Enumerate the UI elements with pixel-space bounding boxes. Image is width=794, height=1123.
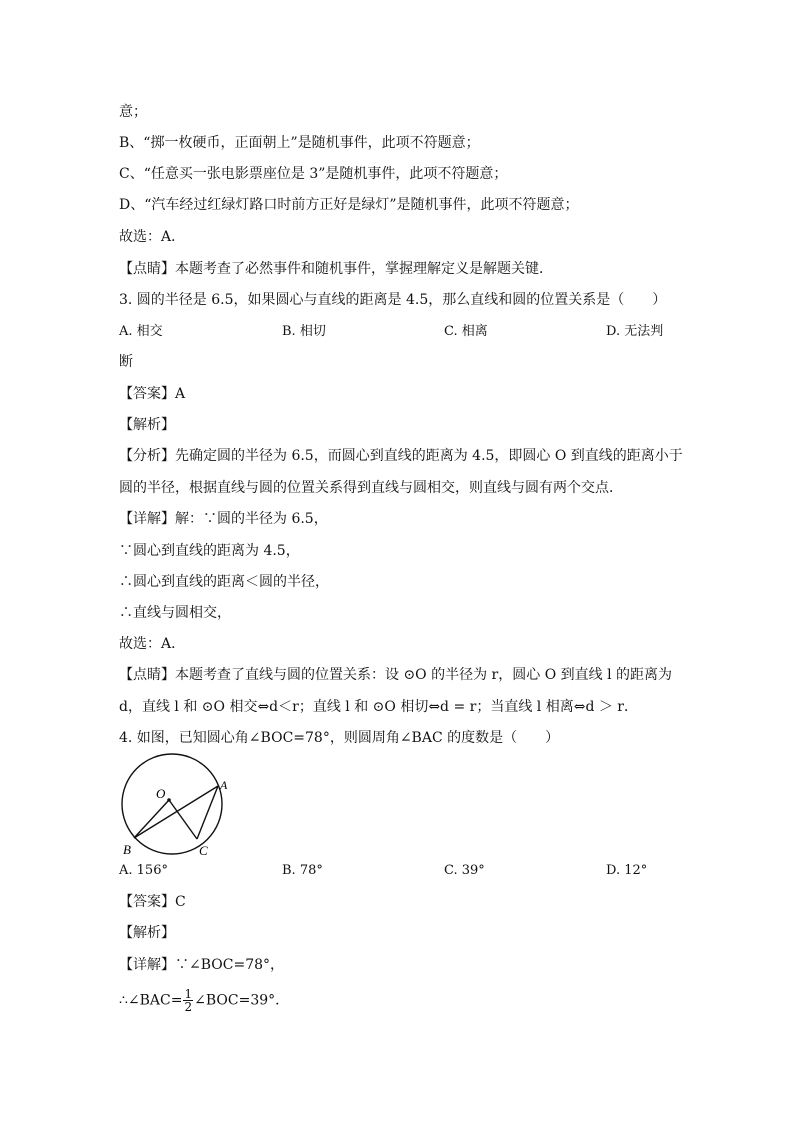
text-line: ∵圆心到直线的距离为 4.5，	[119, 543, 300, 559]
text-line: ∴直线与圆相交，	[119, 605, 231, 621]
segment-ab	[134, 786, 218, 838]
text-line: 圆的半径，根据直线与圆的位置关系得到直线与圆相交，则直线与圆有两个交点．	[119, 480, 623, 496]
label-o: O	[156, 786, 166, 801]
formula-prefix: ∴∠BAC=	[119, 992, 183, 1009]
formula-line	[119, 988, 289, 1013]
text-line: d，直线 l 和 ⊙O 相交⇔d＜r；直线 l 和 ⊙O 相切⇔d = r；当直线 l 相离⇔d ＞ r．	[119, 699, 638, 715]
text-line: C、“任意买一张电影票座位是 3”是随机事件，此项不符题意；	[119, 166, 508, 182]
text-line: D、“汽车经过红绿灯路口时前方正好是绿灯”是随机事件，此项不符题意；	[119, 197, 579, 213]
fraction-numerator: 1	[184, 987, 193, 1001]
q3-option-a: A. 相交	[119, 324, 163, 339]
text-line: 故选：A．	[119, 636, 186, 652]
fraction-one-half	[183, 988, 193, 1013]
label-a: A	[220, 778, 228, 792]
circle-figure	[112, 752, 242, 862]
q3-option-c: C. 相离	[444, 324, 488, 339]
answer-label: 【答案】C	[119, 894, 186, 910]
segment-oc	[169, 800, 197, 839]
question-4: 4. 如图，已知圆心角∠BOC=78°，则圆周角∠BAC 的度数是（ ）	[119, 730, 560, 746]
text-line: 【详解】解：∵圆的半径为 6.5，	[119, 511, 328, 527]
text-line: 【点睛】本题考查了必然事件和随机事件，掌握理解定义是解题关键．	[119, 261, 553, 277]
text-line: 【分析】先确定圆的半径为 6.5，而圆心到直线的距离为 4.5，即圆心 O 到直线的距离小于	[119, 448, 683, 464]
formula-suffix: ∠BOC=39°．	[194, 992, 290, 1009]
text-line: 【点睛】本题考查了直线与圆的位置关系：设 ⊙O 的半径为 r，圆心 O 到直线 l 的距离为	[119, 667, 673, 683]
label-c: C	[199, 843, 208, 858]
text-line: B、“掷一枚硬币，正面朝上”是随机事件，此项不符题意；	[119, 135, 480, 151]
q4-option-d: D. 12°	[606, 863, 648, 878]
q4-option-b: B. 78°	[282, 863, 323, 878]
answer-label: 【答案】A	[119, 386, 186, 402]
analysis-heading: 【解析】	[119, 417, 175, 433]
question-3: 3. 圆的半径是 6.5，如果圆心与直线的距离是 4.5，那么直线和圆的位置关系是（ ）	[119, 292, 667, 308]
fraction-denominator: 2	[184, 1000, 193, 1014]
label-b: B	[123, 842, 131, 857]
text-line: ∴圆心到直线的距离＜圆的半径，	[119, 574, 329, 590]
analysis-heading: 【解析】	[119, 925, 175, 941]
text-line: 故选：A．	[119, 229, 186, 245]
text-line: 【详解】∵∠BOC=78°，	[119, 957, 285, 973]
q4-option-a: A. 156°	[119, 863, 168, 878]
q3-option-b: B. 相切	[282, 324, 326, 339]
q3-option-d: D. 无法判	[606, 324, 664, 339]
text-line: 意；	[119, 104, 147, 120]
text-line: 断	[119, 354, 133, 370]
q4-option-c: C. 39°	[444, 863, 485, 878]
